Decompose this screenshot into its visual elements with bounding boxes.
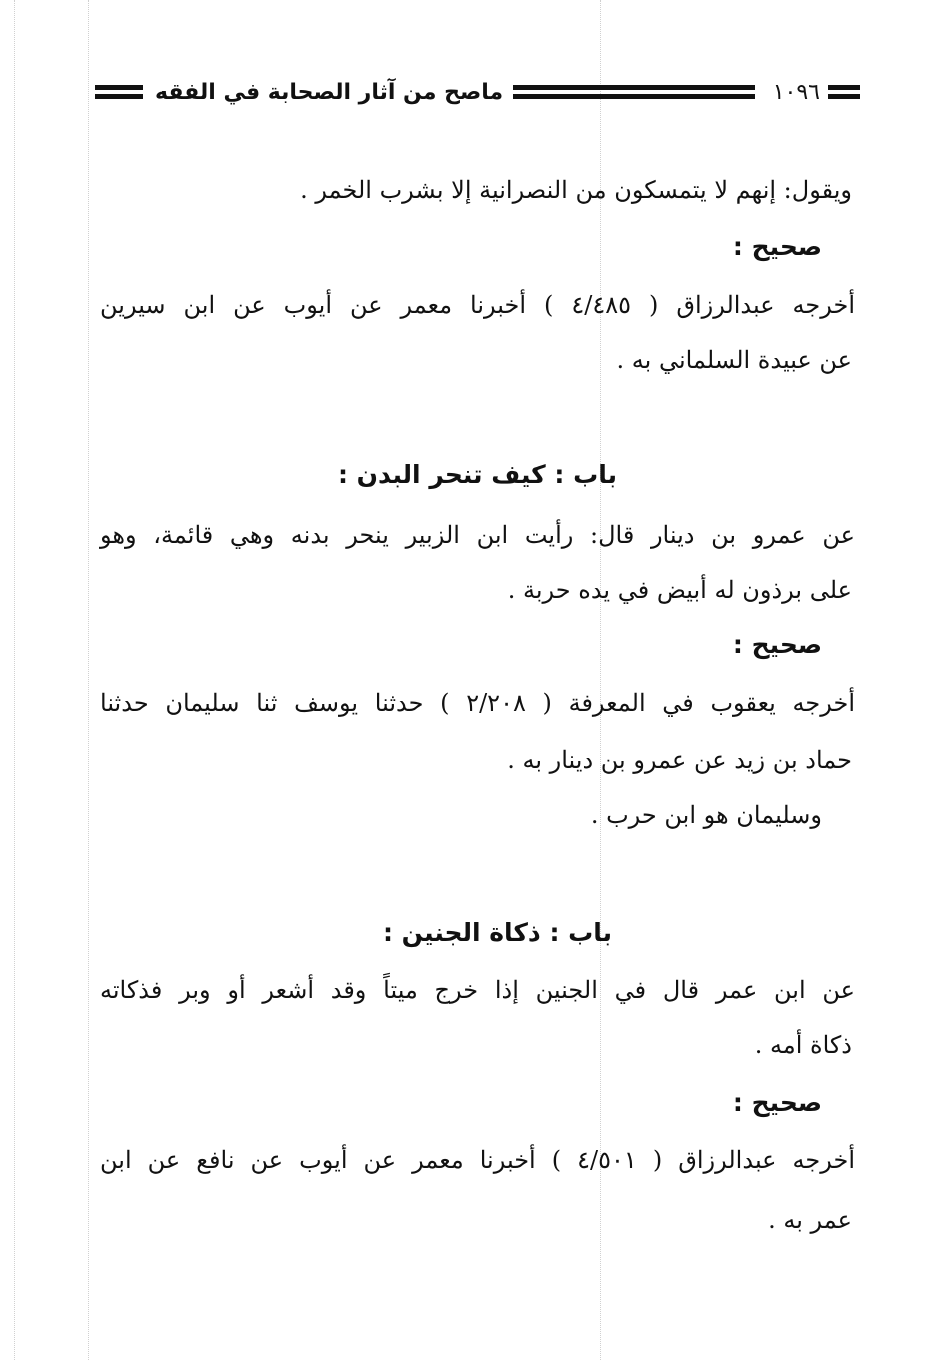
text-line: عن ابن عمر قال في الجنين إذا خرج ميتاً وقد أشعر أو وبر فذكاته (100, 976, 855, 1004)
text-line: عمر به . (768, 1206, 852, 1234)
text-line: ذكاة أمه . (754, 1031, 852, 1059)
text-line: أخرجه عبدالرزاق ( ٤/٥٠١ ) أخبرنا معمر عن أيوب عن نافع عن ابن (100, 1146, 855, 1174)
scan-guide-line (88, 0, 89, 1360)
text-line: ويقول: إنهم لا يتمسكون من النصرانية إلا بشرب الخمر . (300, 176, 852, 204)
sahih-heading: صحيح : (732, 630, 822, 659)
scan-guide-line (14, 0, 15, 1360)
text-line: عن عمرو بن دينار قال: رأيت ابن الزبير ينحر بدنه وهي قائمة، وهو (100, 521, 855, 549)
text-line: عن عبيدة السلماني به . (616, 346, 852, 374)
header-rule-left (95, 85, 143, 99)
header-rule-right (828, 85, 860, 99)
sahih-heading: صحيح : (732, 232, 822, 261)
text-line: أخرجه يعقوب في المعرفة ( ٢/٢٠٨ ) حدثنا يوسف ثنا سليمان حدثنا (100, 689, 855, 717)
sahih-heading: صحيح : (732, 1088, 822, 1117)
running-header (95, 72, 860, 112)
page-number: ١٠٩٦ (772, 79, 820, 105)
text-line: على برذون له أبيض في يده حربة . (507, 576, 852, 604)
section-heading: باب : ذكاة الجنين : (382, 918, 613, 947)
section-heading: باب : كيف تنحر البدن : (337, 460, 618, 489)
running-title: ماصح من آثار الصحابة في الفقه (155, 79, 504, 105)
text-line: وسليمان هو ابن حرب . (590, 801, 822, 829)
text-line: أخرجه عبدالرزاق ( ٤/٤٨٥ ) أخبرنا معمر عن أيوب عن ابن سيرين (100, 291, 856, 319)
text-line: حماد بن زيد عن عمرو بن دينار به . (507, 746, 852, 774)
header-rule-middle (513, 85, 755, 99)
